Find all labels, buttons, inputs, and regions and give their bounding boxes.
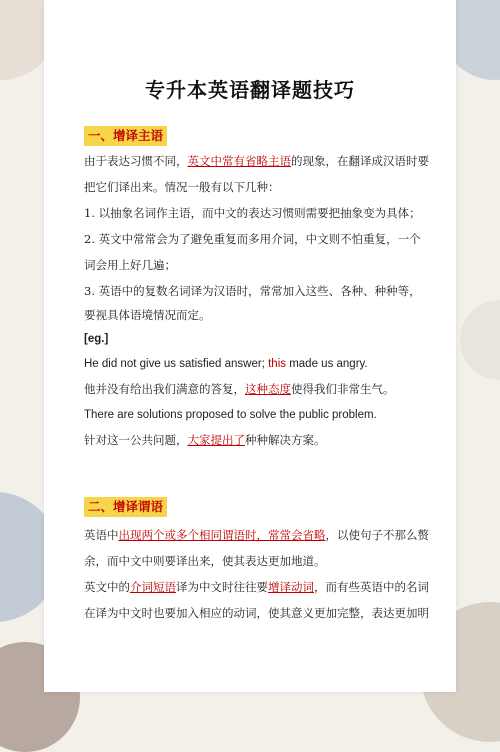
example-sentence-en: There are solutions proposed to solve the public problem.: [84, 409, 377, 421]
example-sentence-zh: [84, 431, 424, 449]
text-span: 使得我们非常生气。: [291, 382, 395, 396]
example-sentence-zh: [84, 380, 424, 398]
text-span: 英文中的: [84, 580, 130, 594]
decorative-circle: [460, 300, 500, 380]
list-item-continued: 要视具体语境情况而定。: [84, 308, 211, 322]
paragraph-line: 把它们译出来。情况一般有以下几种：: [84, 180, 280, 194]
paragraph-line: 在译为中文时也要加入相应的动词，使其意义更加完整，表达更加明: [84, 606, 429, 620]
example-sentence-en: [84, 355, 424, 373]
text-span: 种种解决方案。: [245, 433, 326, 447]
paragraph-line: [84, 578, 429, 596]
list-item: 3. 英语中的复数名词译为汉语时，常常加入这些、各种、种种等，: [84, 284, 421, 298]
text-span: 他并没有给出我们满意的答复，: [84, 382, 245, 396]
highlight-text: 大家提出了: [187, 433, 245, 447]
text-span: 由于表达习惯不同，: [84, 154, 188, 168]
list-item: 2. 英文中常常会为了避免重复而多用介词，中文则不怕重复，一个: [84, 232, 421, 246]
highlight-text: 这种态度: [245, 382, 291, 396]
highlight-text: 增译动词: [268, 580, 314, 594]
example-label: [eg.]: [84, 333, 109, 345]
text-span: He did not give us satisfied answer;: [84, 358, 269, 370]
highlight-text: this: [268, 358, 287, 370]
text-span: 针对这一公共问题，: [84, 433, 188, 447]
text-span: ，而有些英语中的名词: [314, 580, 429, 594]
paragraph-line: 余，而中文中则要译出来，使其表达更加地道。: [84, 554, 326, 568]
paragraph-line: [84, 526, 429, 544]
highlight-text: 出现两个或多个相同谓语时，常常会省略: [118, 528, 326, 542]
text-span: made us angry.: [286, 358, 368, 370]
paragraph-line: [84, 152, 429, 170]
text-span: ，以使句子不那么赘: [325, 528, 429, 542]
highlight-text: 英文中常有省略主语: [187, 154, 291, 168]
list-item-continued: 词会用上好几遍；: [84, 258, 176, 272]
list-item: 1. 以抽象名词作主语，而中文的表达习惯则需要把抽象变为具体；: [84, 206, 421, 220]
text-span: 英语中: [84, 528, 119, 542]
page-title: 专升本英语翻译题技巧: [145, 78, 355, 102]
text-span: 译为中文时往往要: [176, 580, 268, 594]
highlight-text: 介词短语: [130, 580, 176, 594]
section-heading-2: 二、增译谓语: [84, 497, 167, 517]
section-heading-1: 一、增译主语: [84, 126, 167, 146]
document-page: [44, 0, 456, 692]
text-span: 的现象，在翻译成汉语时要: [291, 154, 429, 168]
